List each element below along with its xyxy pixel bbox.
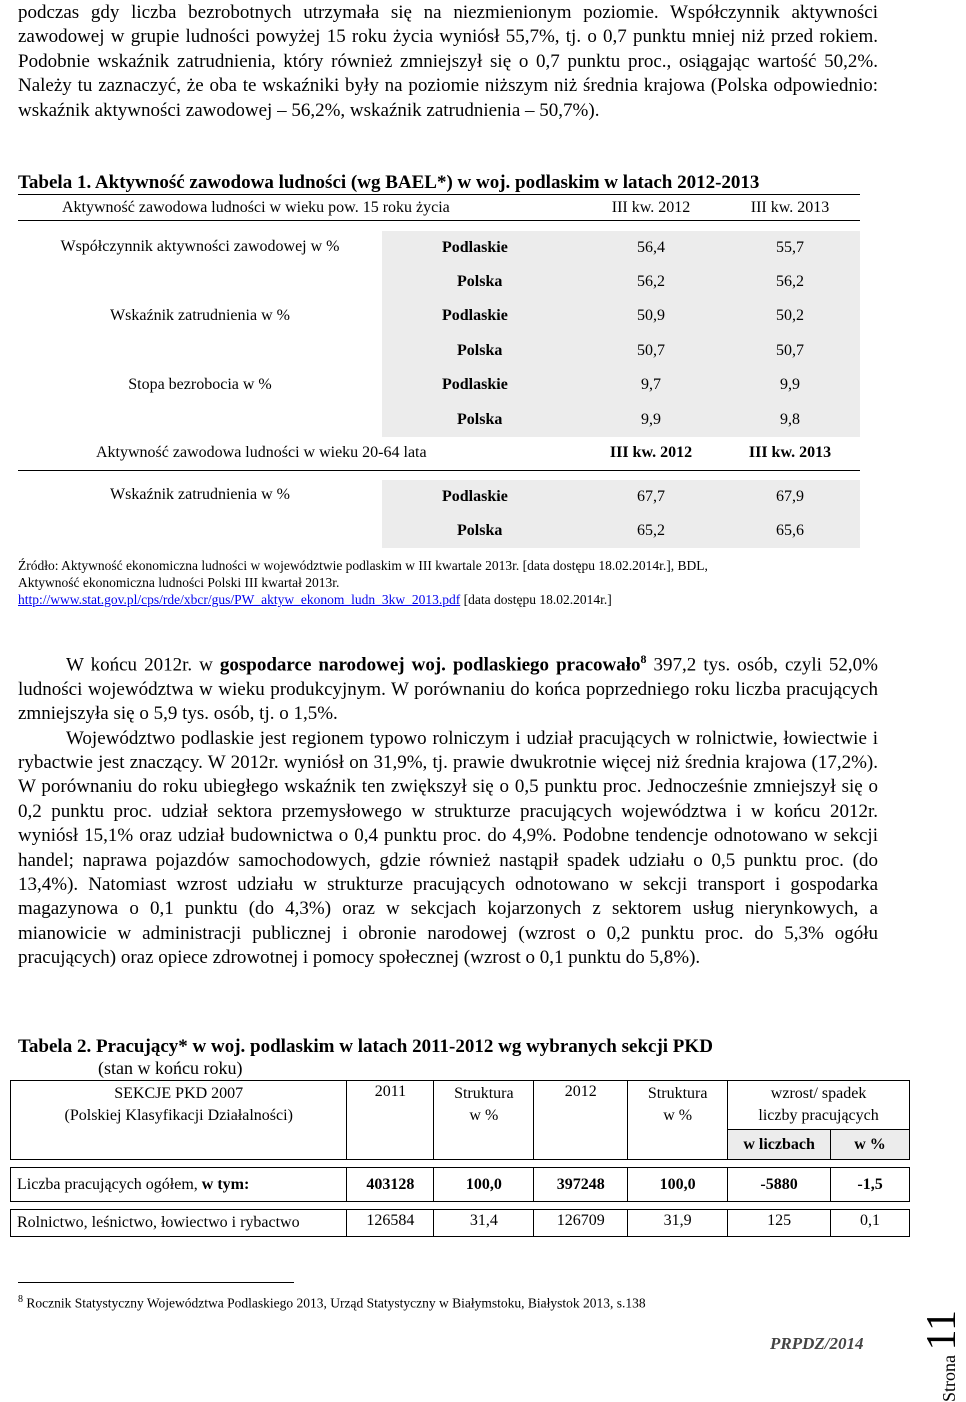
table1-header2 <box>18 437 860 471</box>
table2-header-2011: 2011 <box>347 1081 434 1160</box>
table1-group-label: Współczynnik aktywności zawodowej w % <box>60 237 340 255</box>
table-row <box>18 514 860 548</box>
table1-header <box>18 195 860 221</box>
table2-header-2012: 2012 <box>534 1081 628 1160</box>
table1-group-label: Wskaźnik zatrudnienia w % <box>110 307 290 324</box>
table1-value: 9,7 <box>582 368 720 403</box>
table2-header-struct1 <box>434 1081 534 1160</box>
table2-cell: 403128 <box>347 1168 434 1202</box>
table2-header-abs: w liczbach <box>728 1130 831 1160</box>
p2-text-a: W końcu 2012r. w <box>66 654 220 676</box>
table1-value: 67,9 <box>720 480 860 514</box>
source-line: Aktywność ekonomiczna ludności Polski III kwartał 2013r. <box>18 575 340 590</box>
table1-source <box>18 557 878 608</box>
table2-cell: 100,0 <box>628 1168 728 1202</box>
table2-caption-sub: (stan w końcu roku) <box>98 1058 243 1078</box>
page-number: 11 <box>919 1310 965 1351</box>
table2-cell: 126584 <box>347 1210 434 1237</box>
header-line: w % <box>663 1107 693 1124</box>
label-text: Liczba pracujących ogółem, <box>17 1175 202 1193</box>
table-row <box>11 1168 910 1202</box>
source-line <box>18 591 878 608</box>
table1-header2-col2: III kw. 2013 <box>748 444 832 462</box>
header-line: w % <box>469 1107 499 1124</box>
table1-value: 50,2 <box>720 299 860 334</box>
page-number-side <box>918 1150 966 1402</box>
source-tail: [data dostępu 18.02.2014r.] <box>460 592 612 607</box>
footnote-divider <box>18 1282 294 1283</box>
table1-value: 65,6 <box>720 514 860 548</box>
source-line: Źródło: Aktywność ekonomiczna ludności w województwie podlaskim w III kwartale 2013r. [data dostępu 18.02.2014r.], BDL, <box>18 558 708 573</box>
body-section <box>18 647 878 971</box>
body-paragraph-1 <box>18 647 878 727</box>
table2-cell: 31,4 <box>434 1210 534 1237</box>
table1-value: 56,4 <box>582 231 720 265</box>
table1-header-label: Aktywność zawodowa ludności w wieku pow. 15 roku życia <box>62 198 450 216</box>
footnote-text: Rocznik Statystyczny Województwa Podlaskiego 2013, Urząd Statystyczny w Białymstoku, Białystok 2013, s.138 <box>23 1295 646 1311</box>
table1-value: 9,9 <box>582 403 720 437</box>
table-row <box>11 1210 910 1237</box>
intro-section <box>18 1 878 123</box>
header-line: wzrost/ spadek <box>770 1085 867 1102</box>
table2-cell: 125 <box>728 1210 831 1237</box>
table-row <box>18 334 860 368</box>
page-label: Strona <box>939 1354 959 1402</box>
header-line: (Polskiej Klasyfikacji Działalności) <box>64 1107 293 1124</box>
table2-cell: 100,0 <box>434 1168 534 1202</box>
table1-value: 50,7 <box>582 334 720 368</box>
table1-value: 9,9 <box>720 368 860 403</box>
table1-value: 67,7 <box>582 480 720 514</box>
table1-value: 56,2 <box>582 265 720 299</box>
table1 <box>18 194 860 548</box>
table1-value: 50,7 <box>720 334 860 368</box>
table1-region: Podlaskie <box>382 231 582 265</box>
table1-value: 50,9 <box>582 299 720 334</box>
table1-value: 65,2 <box>582 514 720 548</box>
table1-value: 56,2 <box>720 265 860 299</box>
intro-paragraph: podczas gdy liczba bezrobotnych utrzymała się na niezmienionym poziomie. Współczynnik aktywności zawodowej w grupie ludności powyżej 15 roku życia wyniósł 55,7%, tj. o 0,7 punktu mniej niż przed rokiem. Podobnie wskaźnik zatrudnienia, który również zmniejszył się o 0,7 punktu proc., osiągając wartość 50,2%. Należy tu zaznaczyć, że oba te wskaźniki były na poziomie niższym niż średnia krajowa (Polska odpowiednio: wskaźnik aktywności zawodowej – 56,2%, wskaźnik zatrudnienia – 50,7%). <box>18 2 878 121</box>
table-row <box>18 368 860 403</box>
footnote <box>18 1294 646 1312</box>
document-footer: PRPDZ/2014 <box>770 1334 864 1353</box>
header-line: liczby pracujących <box>758 1107 879 1124</box>
table2-header-pct: w % <box>831 1130 910 1160</box>
table1-region: Polska <box>382 334 582 368</box>
table2-label: Rolnictwo, leśnictwo, łowiectwo i rybactwo <box>11 1210 347 1237</box>
table2-cell: 31,9 <box>628 1210 728 1237</box>
page-number-rotated <box>918 1310 966 1402</box>
table1-value: 9,8 <box>720 403 860 437</box>
header-line: SEKCJE PKD 2007 <box>114 1085 244 1102</box>
table2-header-change <box>728 1081 910 1130</box>
footnote-ref: 8 <box>640 652 647 666</box>
source-link[interactable]: http://www.stat.gov.pl/cps/rde/xbcr/gus/PW_aktyw_ekonom_ludn_3kw_2013.pdf <box>18 592 461 607</box>
footnote-number: 8 <box>18 1294 23 1305</box>
header-line: Struktura <box>647 1085 708 1102</box>
table1-region: Polska <box>382 514 582 548</box>
p2-text-bold: gospodarce narodowej woj. podlaskiego pracowało <box>219 654 641 676</box>
table1-header-col1: III kw. 2012 <box>611 198 691 216</box>
body-paragraph-2: Województwo podlaskie jest regionem typowo rolniczym i udział pracujących w rolnictwie, łowiectwie i rybactwie jest znaczący. W 2012r. wyniósł on 31,9%, tj. prawie dwukrotnie więcej niż średnia krajowa (17,2%). W porównaniu do roku ubiegłego wskaźnik ten zwiększył się o 0,5 punktu proc. Jednocześnie zmniejszył się o 0,2 punktu proc. udział sektora przemysłowego w strukturze pracujących województwa i w końcu 2012r. wyniósł 15,1% oraz udział budownictwa o 0,4 punktu proc. do 4,9%. Podobne tendencje odnotowano w sekcji handel; naprawa pojazdów samochodowych, gdzie również nastąpił spadek udziału o 0,5 punktu proc. (do 13,4%). Natomiast wzrost udziału w strukturze pracujących odnotowano w sekcji transport i gospodarka magazynowa o 0,1 punktu (do 4,3%) oraz w sekcjach kojarzonych z sektorem usług nierynkowych, a mianowicie w administracji publicznej i obronie narodowej (wzrost o 0,2 punktu proc. do 5,3% ogółu pracujących) oraz opiece zdrowotnej i pomocy społecznej (wzrost o 0,1 punktu do 5,8%). <box>18 727 878 969</box>
table2-caption: Tabela 2. Pracujący* w woj. podlaskim w latach 2011-2012 wg wybranych sekcji PKD <box>18 1036 713 1057</box>
table-row <box>18 299 860 334</box>
table1-region: Podlaskie <box>382 368 582 403</box>
table2-header-struct2 <box>628 1081 728 1160</box>
table1-group-label: Wskaźnik zatrudnienia w % <box>110 485 290 503</box>
table1-caption-wrap <box>18 172 878 194</box>
table1-header2-label: Aktywność zawodowa ludności w wieku 20-64 lata <box>96 444 427 462</box>
table1-region: Polska <box>382 403 582 437</box>
table2-cell: 126709 <box>534 1210 628 1237</box>
table2-cell: 397248 <box>534 1168 628 1202</box>
table2-cell: -1,5 <box>831 1168 910 1202</box>
table-row <box>18 231 860 265</box>
table1-caption: Tabela 1. Aktywność zawodowa ludności (wg BAEL*) w woj. podlaskim w latach 2012-2013 <box>18 172 760 193</box>
table1-value: 55,7 <box>720 231 860 265</box>
label-bold: w tym: <box>201 1175 250 1193</box>
table2-cell: -5880 <box>728 1168 831 1202</box>
table-row <box>18 403 860 437</box>
header-line: Struktura <box>454 1085 514 1102</box>
table2-cell: 0,1 <box>831 1210 910 1237</box>
table1-header-col2: III kw. 2013 <box>750 198 830 216</box>
table1-group-label: Stopa bezrobocia w % <box>128 376 272 393</box>
table1-region: Polska <box>382 265 582 299</box>
table1-header2-col1: III kw. 2012 <box>609 444 693 462</box>
table2-header <box>11 1081 910 1130</box>
table2-header-sections <box>11 1081 347 1160</box>
table2 <box>10 1080 910 1237</box>
table2-caption-wrap <box>18 1036 878 1079</box>
p2-text-c: 397,2 tys. osób, czyli 52,0% ludności województwa w wieku produkcyjnym. W porównaniu do końca poprzedniego roku liczba pracujących zmniejszyła się o 5,9 tys. osób, tj. o 1,5%. <box>18 654 878 725</box>
table1-region: Podlaskie <box>382 299 582 334</box>
table-row <box>18 480 860 514</box>
table2-label <box>11 1168 347 1202</box>
table1-region: Podlaskie <box>382 480 582 514</box>
